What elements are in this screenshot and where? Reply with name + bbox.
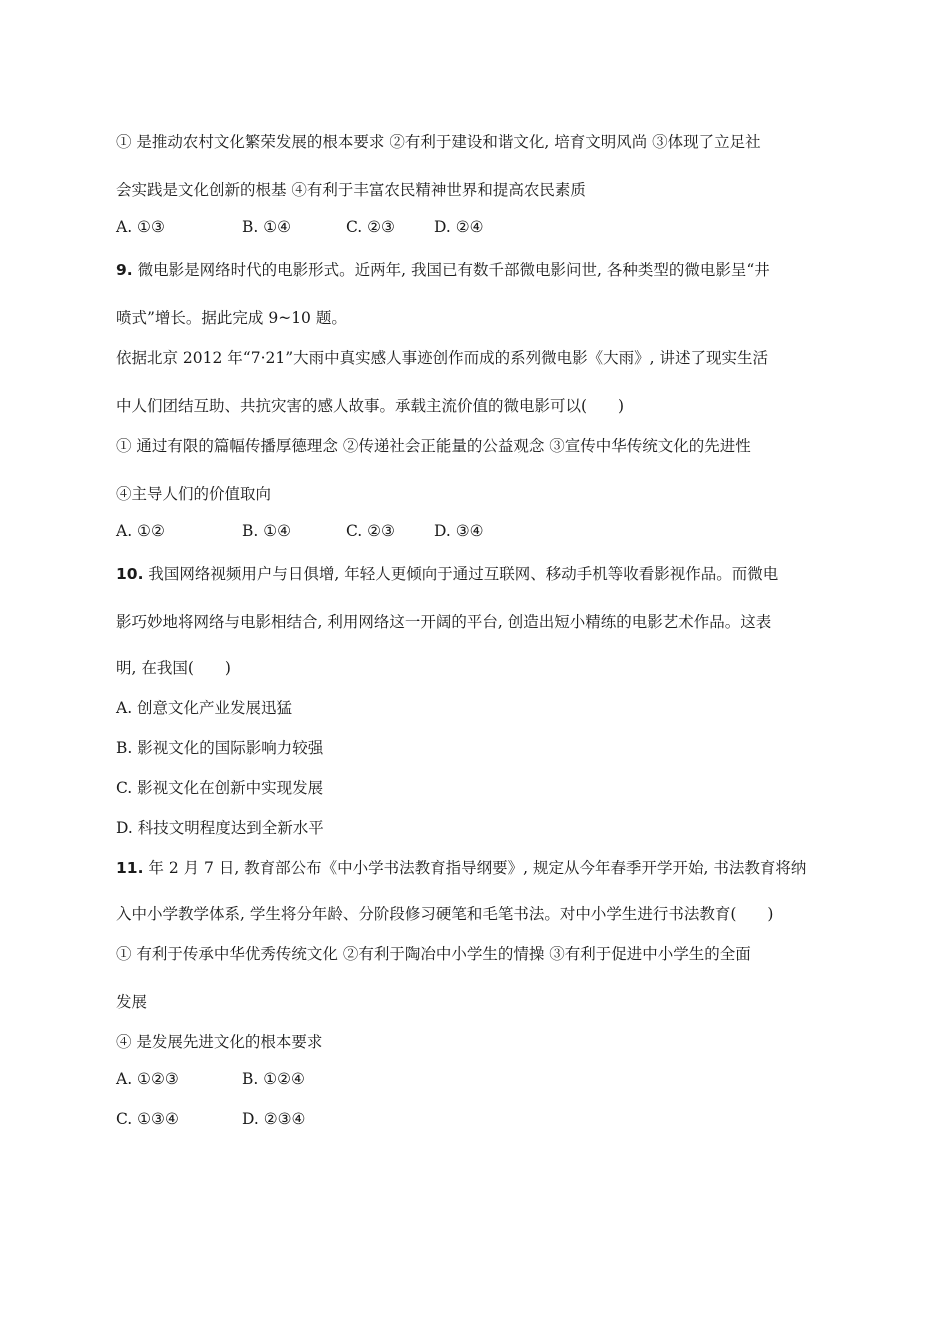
q9-statements-line2: ④主导人们的价值取向 [116, 485, 272, 503]
q8-option-a[interactable]: A. ①③ [116, 218, 165, 236]
q8-statements-line2: 会实践是文化创新的根基 ④有利于丰富农民精神世界和提高农民素质 [116, 181, 586, 199]
q9-stem-line1 [116, 258, 770, 280]
q9-option-b[interactable]: B. ①④ [242, 522, 292, 540]
q11-stem-line2: 入中小学教学体系, 学生将分年龄、分阶段修习硬笔和毛笔书法。对中小学生进行书法教育( ) [116, 905, 774, 923]
q11-option-b[interactable]: B. ①②④ [242, 1070, 305, 1088]
q9-stem-line2: 喷式”增长。据此完成 9~10 题。 [116, 309, 347, 327]
q8-statements-line1: ① 是推动农村文化繁荣发展的根本要求 ②有利于建设和谐文化, 培育文明风尚 ③体现了立足社 [116, 133, 761, 151]
q11-option-c[interactable]: C. ①③④ [116, 1110, 179, 1128]
q9-passage-line2: 中人们团结互助、共抗灾害的感人故事。承载主流价值的微电影可以( ) [116, 397, 625, 415]
q10-option-d[interactable]: D. 科技文明程度达到全新水平 [116, 819, 324, 837]
q8-option-b[interactable]: B. ①④ [242, 218, 292, 236]
q9-number: 9. [116, 261, 133, 279]
q11-statements-line3: ④ 是发展先进文化的根本要求 [116, 1033, 323, 1051]
q11-number: 11. [116, 859, 144, 877]
q11-option-d[interactable]: D. ②③④ [242, 1110, 306, 1128]
q11-stem-line1 [116, 856, 806, 878]
q8-option-d[interactable]: D. ②④ [434, 218, 484, 236]
q11-statements-line1: ① 有利于传承中华优秀传统文化 ②有利于陶冶中小学生的情操 ③有利于促进中小学生的全面 [116, 945, 751, 963]
q8-option-c[interactable]: C. ②③ [346, 218, 395, 236]
q9-passage-line1: 依据北京 2012 年“7·21”大雨中真实感人事迹创作而成的系列微电影《大雨》, 讲述了现实生活 [116, 349, 769, 367]
q10-number: 10. [116, 565, 144, 583]
q9-option-a[interactable]: A. ①② [116, 522, 165, 540]
q11-option-a[interactable]: A. ①②③ [116, 1070, 179, 1088]
q10-stem-line1 [116, 562, 778, 584]
q11-statements-line2: 发展 [116, 993, 148, 1011]
q10-option-c[interactable]: C. 影视文化在创新中实现发展 [116, 779, 324, 797]
q9-option-c[interactable]: C. ②③ [346, 522, 395, 540]
q10-stem-line2: 影巧妙地将网络与电影相结合, 利用网络这一开阔的平台, 创造出短小精练的电影艺术作品。这表 [116, 613, 772, 631]
q9-statements-line1: ① 通过有限的篇幅传播厚德理念 ②传递社会正能量的公益观念 ③宣传中华传统文化的先进性 [116, 437, 751, 455]
q10-option-b[interactable]: B. 影视文化的国际影响力较强 [116, 739, 324, 757]
q11-stem-text: 年 2 月 7 日, 教育部公布《中小学书法教育指导纲要》, 规定从今年春季开学开始, 书法教育将纳 [143, 859, 807, 877]
q10-stem-line3: 明, 在我国( ) [116, 659, 231, 677]
q10-stem-text: 我国网络视频用户与日俱增, 年轻人更倾向于通过互联网、移动手机等收看影视作品。而微电 [143, 565, 779, 583]
q9-stem-text: 微电影是网络时代的电影形式。近两年, 我国已有数千部微电影问世, 各种类型的微电影呈“井 [132, 261, 770, 279]
q10-option-a[interactable]: A. 创意文化产业发展迅猛 [116, 699, 293, 717]
q9-option-d[interactable]: D. ③④ [434, 522, 484, 540]
